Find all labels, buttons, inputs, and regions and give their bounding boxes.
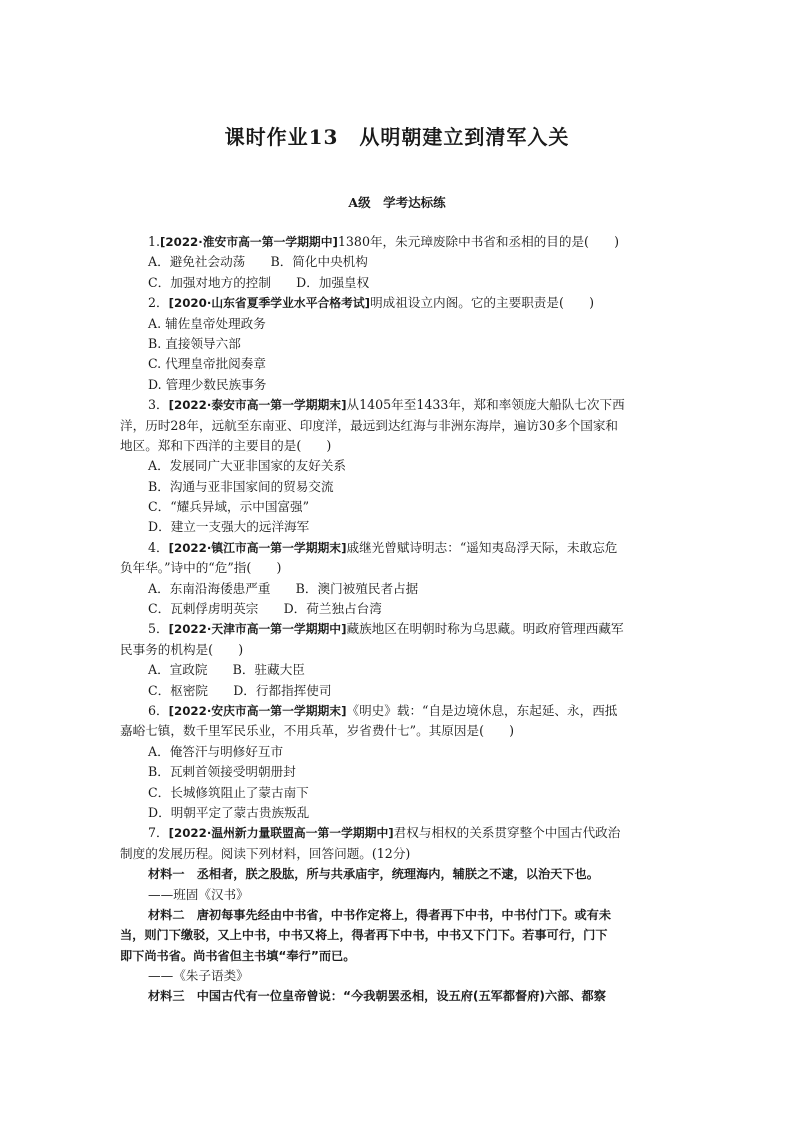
line-text: 嘉峪七镇，数千里军民乐业，不用兵革，岁省费什七”。其原因是( ): [120, 723, 515, 739]
text-line: [120, 966, 675, 986]
text-line: [120, 436, 675, 456]
question-source: [2020·山东省夏季学业水平合格考试]: [168, 296, 371, 311]
line-text: A．宣政院 B．驻藏大臣: [148, 662, 305, 678]
text-line: [120, 885, 675, 905]
text-line: [120, 273, 675, 293]
text-line: [120, 232, 675, 252]
line-text: 藏族地区在明朝时称为乌思藏。明政府管理西藏军: [346, 621, 624, 637]
line-text: 洋，历时28年，远航至东南亚、印度洋，最远到达红海与非洲东海岸，遍访30多个国家和: [120, 417, 619, 433]
line-text: B．瓦剌首领接受明朝册封: [148, 764, 296, 780]
text-line: [120, 334, 675, 354]
material-text: 材料三 中国古代有一位皇帝曾说：“今我朝罢丞相，设五府(五军都督府)六部、都察: [148, 989, 606, 1004]
line-text: 《明史》载：“自是边境休息，东起延、永，西抵: [346, 702, 618, 718]
line-text: 1380年，朱元璋废除中书省和丞相的目的是( ): [337, 234, 620, 249]
text-line: [120, 416, 675, 436]
question-source: [2022·淮安市高一第一学期期中]: [160, 235, 338, 249]
material-text: 材料一 丞相者，朕之股肱，所与共承庙宇，统理海内，辅朕之不逮，以治天下也。: [148, 867, 599, 882]
text-line: [120, 497, 675, 517]
text-line: [120, 375, 675, 395]
text-line: [120, 579, 675, 599]
line-text: B. 直接领导六部: [148, 335, 241, 351]
line-text: 君权与相权的关系贯穿整个中国古代政治: [393, 825, 621, 841]
line-text: C．加强对地方的控制 D．加强皇权: [148, 274, 370, 290]
text-line: [120, 925, 675, 945]
line-text: D．明朝平定了蒙古贵族叛乱: [148, 804, 310, 820]
text-line: [120, 538, 675, 558]
question-number: 4．: [148, 539, 169, 555]
text-line: [120, 905, 675, 925]
line-text: D．建立一支强大的远洋海军: [148, 519, 310, 535]
line-text: 从1405年至1433年，郑和率领庞大船队七次下西: [346, 397, 625, 413]
text-line: [120, 742, 675, 762]
text-line: [120, 395, 675, 415]
line-text: 地区。郑和下西洋的主要目的是( ): [120, 437, 332, 453]
material-text: 材料二 唐初每事先经由中书省，中书作定将上，得者再下中书，中书付门下。或有未: [148, 907, 612, 922]
text-line: [120, 946, 675, 966]
question-number: 6．: [148, 702, 169, 718]
line-text: A．发展同广大亚非国家的友好关系: [148, 458, 347, 474]
text-line: [120, 558, 675, 578]
line-text: A．俺答汗与明修好互市: [148, 743, 284, 759]
section-heading: A级 学考达标练: [348, 195, 446, 210]
question-source: [2022·天津市高一第一学期期中]: [168, 622, 347, 637]
line-text: ——《朱子语类》: [148, 968, 249, 984]
line-text: A. 辅佐皇帝处理政务: [148, 315, 266, 331]
text-line: [120, 660, 675, 680]
text-line: [120, 701, 675, 721]
question-number: 2．: [148, 295, 169, 311]
question-source: [2022·泰安市高一第一学期期末]: [168, 398, 347, 413]
material-text: 当，则门下缴驳，又上中书，中书又将上，得者再下中书，中书又下门下。若事可行，门下: [120, 928, 608, 943]
text-line: [120, 986, 675, 1006]
line-text: ——班固《汉书》: [148, 886, 249, 902]
line-text: C．枢密院 D．行都指挥使司: [148, 682, 332, 698]
line-text: 明成祖设立内阁。它的主要职责是( ): [370, 295, 594, 311]
page-title: 课时作业13 从明朝建立到清军入关: [224, 125, 570, 149]
question-number: 1.: [148, 234, 161, 249]
question-body: [120, 232, 675, 1007]
text-line: [120, 844, 675, 864]
line-text: B．沟通与亚非国家间的贸易交流: [148, 478, 334, 494]
line-text: 戚继光曾赋诗明志：“遥知夷岛浮天际，未敢忘危: [346, 539, 618, 555]
text-line: [120, 477, 675, 497]
text-line: [120, 619, 675, 639]
question-source: [2022·安庆市高一第一学期期末]: [168, 703, 347, 718]
text-line: [120, 252, 675, 272]
line-text: C. 代理皇帝批阅奏章: [148, 356, 266, 372]
line-text: C．瓦剌俘虏明英宗 D．荷兰独占台湾: [148, 601, 382, 617]
line-text: C．长城修筑阻止了蒙古南下: [148, 784, 309, 800]
line-text: A．避免社会动荡 B．简化中央机构: [148, 254, 368, 270]
text-line: [120, 599, 675, 619]
line-text: C．“耀兵异域，示中国富强”: [148, 499, 310, 515]
text-line: [120, 864, 675, 884]
text-line: [120, 314, 675, 334]
text-line: [120, 640, 675, 660]
question-number: 3．: [148, 397, 169, 413]
text-line: [120, 456, 675, 476]
question-source: [2022·温州新力量联盟高一第一学期期中]: [168, 826, 394, 841]
text-line: [120, 823, 675, 843]
line-text: 制度的发展历程。阅读下列材料，回答问题。(12分): [120, 845, 411, 861]
question-number: 5．: [148, 621, 169, 637]
text-line: [120, 803, 675, 823]
line-text: A．东南沿海倭患严重 B．澳门被殖民者占据: [148, 580, 419, 596]
text-line: [120, 517, 675, 537]
material-text: 即下尚书省。尚书省但主书填“奉行”而已。: [120, 948, 356, 963]
text-line: [120, 721, 675, 741]
text-line: [120, 783, 675, 803]
text-line: [120, 681, 675, 701]
line-text: 民事务的机构是( ): [120, 641, 244, 657]
line-text: 负年华。”诗中的“危”指( ): [120, 560, 282, 576]
text-line: [120, 354, 675, 374]
question-number: 7．: [148, 825, 169, 841]
text-line: [120, 762, 675, 782]
text-line: [120, 293, 675, 313]
line-text: D. 管理少数民族事务: [148, 376, 267, 392]
question-source: [2022·镇江市高一第一学期期末]: [168, 540, 347, 555]
